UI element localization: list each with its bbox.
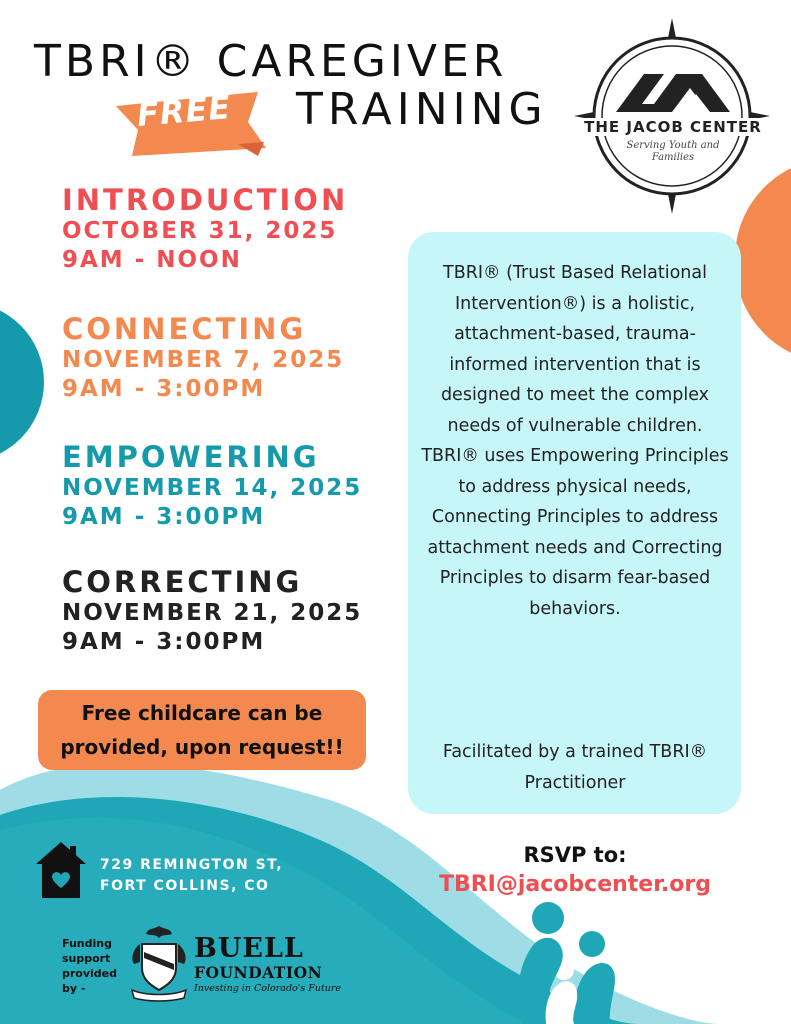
rsvp-email-link[interactable]: TBRI@jacobcenter.org [438, 872, 712, 897]
session-empowering [62, 440, 362, 532]
session-date: NOVEMBER 14, 2025 [62, 475, 363, 501]
jacob-center-logo [572, 16, 772, 216]
session-time: 9AM - 3:00PM [62, 504, 266, 530]
session-time: 9AM - NOON [62, 247, 242, 273]
session-date: NOVEMBER 7, 2025 [62, 347, 345, 373]
address-line-1: 729 REMINGTON ST, [100, 857, 284, 873]
funding-label: Funding support provided by - [62, 937, 118, 995]
address [100, 855, 283, 897]
session-date: OCTOBER 31, 2025 [62, 218, 338, 244]
title-line-1: TBRI® CAREGIVER [34, 36, 508, 87]
logo-name: THE JACOB CENTER [575, 118, 771, 136]
rsvp-label: RSVP to: [523, 843, 627, 867]
session-name: EMPOWERING [62, 440, 320, 474]
family-icon [500, 900, 640, 1024]
logo-tagline: Serving Youth and Families [626, 140, 720, 163]
session-name: CORRECTING [62, 565, 303, 599]
tbri-description: TBRI® (Trust Based Relational Intervention®) is a holistic, attachment-based, trauma-informed intervention that is designed to meet the complex needs of vulnerable children. TBRI® uses Empowering Principles to address physical needs, Connecting Principles to address attachment needs and Correcting Principles to disarm fear-based behaviors. [421, 263, 729, 619]
buell-crest-icon [126, 922, 192, 1002]
buell-tagline: Investing in Colorado's Future [194, 983, 342, 994]
session-time: 9AM - 3:00PM [62, 629, 266, 655]
facilitator-note: Facilitated by a trained TBRI® Practitioner [442, 742, 708, 793]
session-introduction [62, 183, 348, 275]
free-label: FREE [135, 87, 233, 135]
session-name: CONNECTING [62, 312, 307, 346]
session-name: INTRODUCTION [62, 183, 349, 217]
session-time: 9AM - 3:00PM [62, 376, 266, 402]
buell-foundation: FOUNDATION [194, 963, 323, 982]
session-correcting [62, 565, 362, 657]
buell-name: BUELL [194, 933, 304, 964]
house-heart-icon [34, 840, 88, 900]
childcare-note: Free childcare can be provided, upon request!! [38, 690, 366, 770]
session-date: NOVEMBER 21, 2025 [62, 600, 363, 626]
session-connecting [62, 312, 344, 404]
title-line-2: TRAINING [296, 84, 548, 135]
address-line-2: FORT COLLINS, CO [100, 878, 270, 894]
